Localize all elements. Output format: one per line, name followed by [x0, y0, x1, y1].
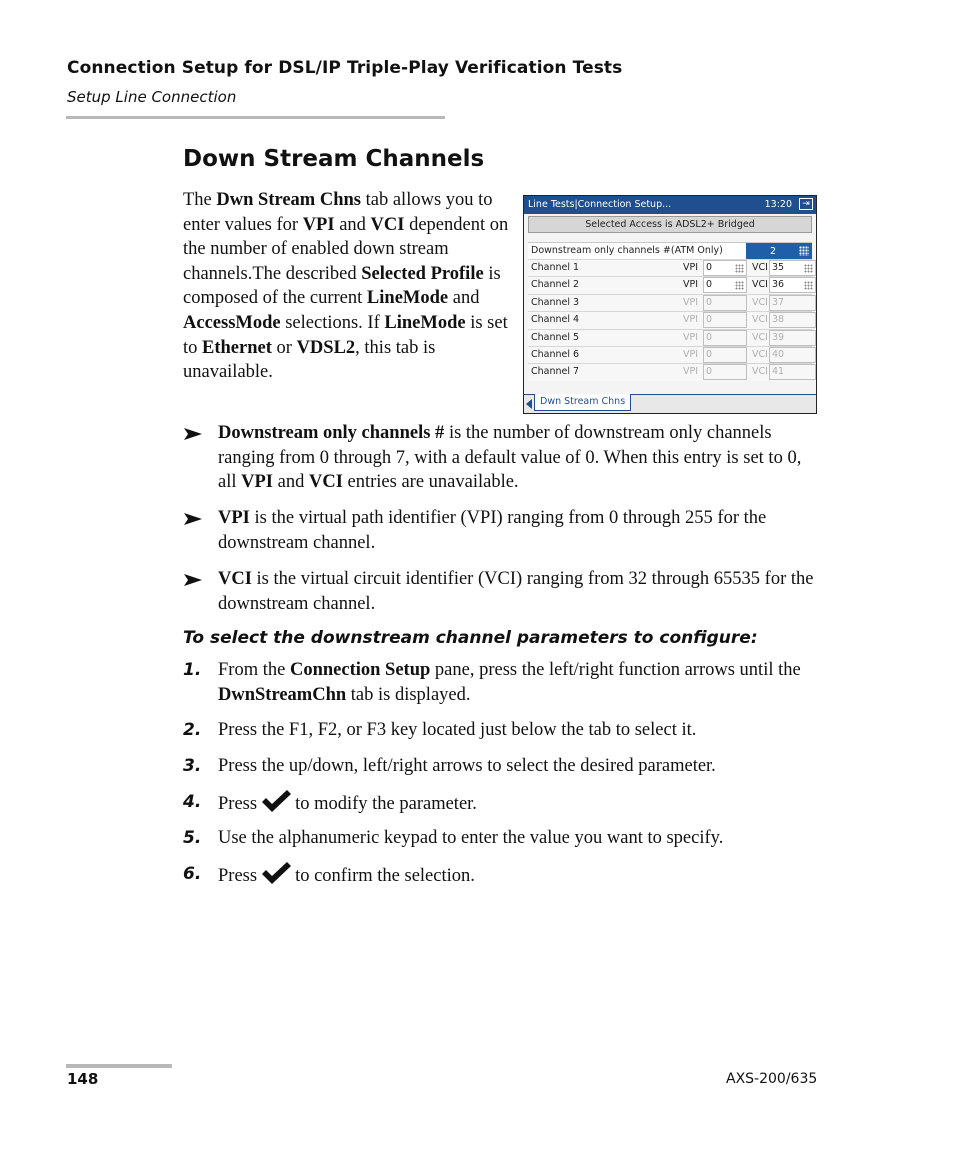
intro-bold: LineMode	[384, 312, 466, 333]
product-model: AXS-200/635	[726, 1071, 818, 1087]
intro-text: dependent on the number of enabled down stream channels.The described	[183, 214, 509, 284]
step-text: Press the F1, F2, or F3 key located just below the tab to select it.	[218, 720, 697, 740]
bullet-term: VCI	[308, 472, 343, 493]
vci-label: VCI	[752, 279, 768, 291]
intro-bold: Selected Profile	[361, 263, 484, 284]
intro-text: is set to	[183, 312, 508, 358]
section-title: Down Stream Channels	[183, 146, 485, 172]
channel-row[interactable]	[528, 311, 812, 329]
vpi-input: 0	[703, 347, 747, 363]
intro-bold: Dwn Stream Chns	[216, 190, 361, 210]
vpi-label: VPI	[683, 296, 699, 308]
keypad-icon[interactable]	[735, 281, 744, 290]
device-screenshot	[523, 195, 817, 414]
step-text: Press	[218, 794, 258, 814]
intro-bold: VCI	[370, 214, 405, 235]
intro-text: is composed of the current	[183, 263, 501, 309]
vpi-input[interactable]: 0	[703, 260, 747, 276]
step-term: DwnStreamChn	[218, 684, 347, 705]
bullet-term: VPI	[241, 472, 273, 493]
vpi-input: 0	[703, 295, 747, 311]
checkmark-icon	[260, 862, 292, 892]
channel-row[interactable]	[528, 276, 812, 294]
channel-row[interactable]	[528, 329, 812, 347]
step-number: 6.	[183, 864, 202, 884]
step-text: Press	[218, 866, 258, 886]
channel-name: Channel 6	[531, 349, 580, 360]
downstream-channels-value: 2	[770, 246, 777, 257]
vci-label: VCI	[752, 331, 768, 343]
vpi-label: VPI	[683, 262, 699, 273]
intro-bold: AccessMode	[183, 312, 281, 333]
vci-label: VCI	[752, 262, 768, 273]
vpi-input: 0	[703, 312, 747, 328]
device-title: Line Tests|Connection Setup...	[528, 199, 672, 210]
vci-input: 37	[769, 295, 816, 311]
step-text: Use the alphanumeric keypad to enter the value you want to specify.	[218, 828, 724, 848]
exit-icon[interactable]: ⇥	[799, 198, 813, 210]
step-text: pane, press the left/right function arrows until the	[430, 660, 801, 680]
vci-input: 40	[769, 347, 816, 363]
header-rule	[66, 116, 445, 119]
vci-label: VCI	[752, 296, 768, 308]
section-subtitle: Setup Line Connection	[67, 88, 237, 106]
page-number: 148	[67, 1070, 99, 1088]
vpi-label: VPI	[683, 349, 699, 360]
intro-text: , this tab is unavailable.	[183, 337, 436, 383]
bullet-text: entries are unavailable.	[342, 472, 519, 493]
vci-input: 41	[769, 364, 816, 380]
procedure-title: To select the downstream channel parameters to configure:	[183, 628, 758, 648]
intro-bold: VPI	[302, 214, 335, 235]
intro-bold: LineMode	[366, 288, 449, 309]
chapter-title: Connection Setup for DSL/IP Triple-Play Verification Tests	[67, 58, 623, 78]
channel-name: Channel 3	[531, 296, 580, 308]
vpi-label: VPI	[683, 314, 699, 326]
step-number: 4.	[183, 792, 202, 812]
vpi-input[interactable]: 0	[703, 277, 747, 293]
downstream-channels-field[interactable]	[746, 243, 812, 260]
footer-rule	[66, 1064, 172, 1068]
vpi-input: 0	[703, 330, 747, 346]
step-text: From the	[218, 660, 290, 680]
channel-row[interactable]	[528, 294, 812, 312]
tab-dwn-stream-chns[interactable]: Dwn Stream Chns	[534, 394, 631, 411]
channel-name: Channel 2	[531, 279, 580, 291]
channel-name: Channel 1	[531, 262, 580, 273]
intro-text: tab allows you to enter values for	[183, 190, 493, 235]
vpi-input: 0	[703, 364, 747, 380]
keypad-icon[interactable]	[735, 264, 744, 273]
step-text: to modify the parameter.	[295, 794, 477, 814]
step-text: tab is displayed.	[346, 684, 471, 705]
vpi-label: VPI	[683, 331, 699, 343]
step-number: 2.	[183, 720, 202, 740]
vci-input[interactable]: 35	[769, 260, 816, 276]
channel-name: Channel 7	[531, 366, 580, 378]
channel-name: Channel 5	[531, 331, 580, 343]
step-number: 3.	[183, 756, 202, 776]
tab-left-arrow-icon[interactable]	[526, 399, 532, 409]
keypad-icon[interactable]	[799, 246, 809, 256]
intro-text: The	[183, 190, 217, 210]
step-text: to confirm the selection.	[295, 866, 475, 886]
bullet-text: is the virtual circuit identifier (VCI) ranging from 32 through 65535 for the downstream channel.	[218, 569, 814, 614]
device-tabbar	[524, 394, 816, 413]
keypad-icon[interactable]	[804, 281, 813, 290]
selected-access-bar: Selected Access is ADSL2+ Bridged	[528, 216, 812, 233]
vpi-label: VPI	[683, 366, 699, 378]
intro-text: selections. If	[280, 312, 385, 333]
channel-row[interactable]	[528, 259, 812, 277]
step-number: 5.	[183, 828, 202, 848]
step-term: Connection Setup	[289, 660, 431, 680]
vpi-label: VPI	[683, 279, 699, 291]
vci-label: VCI	[752, 314, 768, 326]
vci-label: VCI	[752, 366, 768, 378]
intro-text: and	[448, 288, 480, 309]
vci-input: 39	[769, 330, 816, 346]
vci-label: VCI	[752, 349, 768, 360]
device-titlebar	[524, 196, 816, 214]
intro-paragraph	[183, 188, 513, 385]
bullet-term: VCI	[218, 569, 252, 589]
intro-bold: VDSL2	[296, 337, 356, 358]
channel-row[interactable]	[528, 346, 812, 364]
channel-row[interactable]	[528, 363, 812, 381]
bullet-term: VPI	[218, 508, 250, 528]
channel-name: Channel 4	[531, 314, 580, 326]
bullet-text: is the virtual path identifier (VPI) ranging from 0 through 255 for the downstream channel.	[218, 508, 767, 553]
device-time: 13:20	[764, 199, 792, 210]
downstream-channels-row[interactable]	[528, 242, 812, 260]
keypad-icon[interactable]	[804, 264, 813, 273]
bullet-term: Downstream only channels #	[218, 423, 445, 443]
step-text: Press the up/down, left/right arrows to select the desired parameter.	[218, 756, 716, 776]
step-number: 1.	[183, 660, 202, 680]
intro-text: and	[334, 214, 371, 235]
bullet-text: is the number of downstream only channels ranging from 0 through 7, with a default value of 0. When this entry is set to 0, all	[218, 423, 802, 493]
vci-input[interactable]: 36	[769, 277, 816, 293]
bullet-text: and	[273, 472, 309, 493]
intro-bold: Ethernet	[202, 337, 272, 358]
vci-input: 38	[769, 312, 816, 328]
downstream-channels-label: Downstream only channels #(ATM Only)	[531, 245, 723, 256]
checkmark-icon	[260, 790, 292, 820]
intro-text: or	[271, 337, 297, 358]
